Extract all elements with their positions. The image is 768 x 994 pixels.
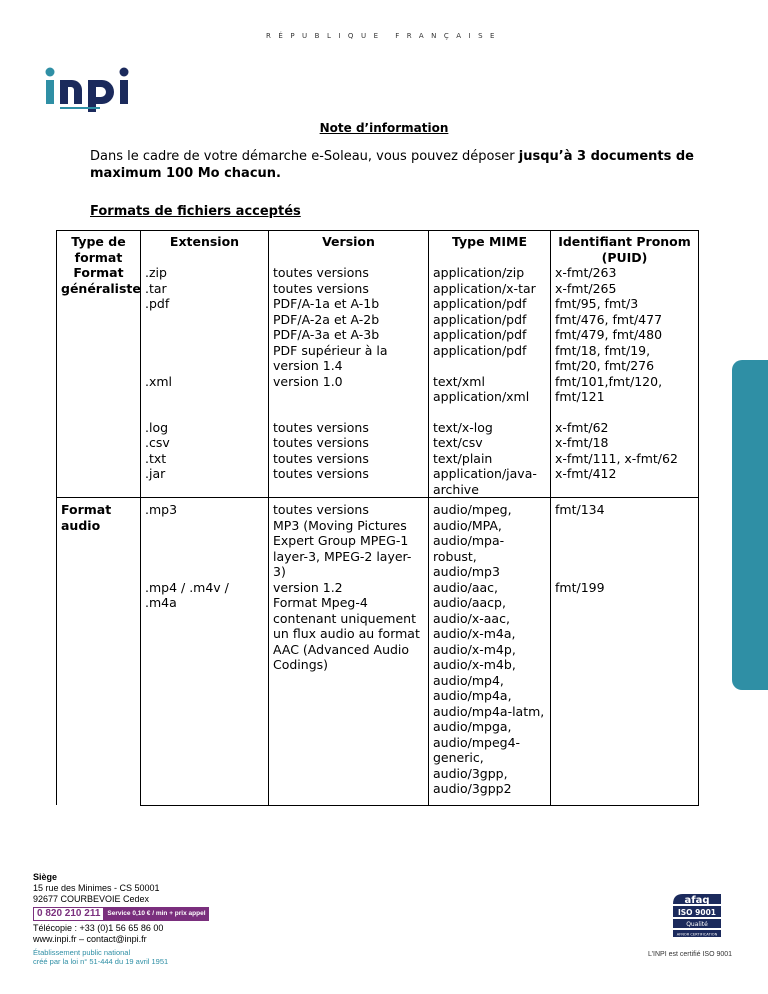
cell-puid: fmt/199 — [551, 580, 699, 806]
cell-mime: text/xml application/xml — [429, 374, 551, 405]
table-row — [57, 580, 699, 806]
table-row — [57, 265, 699, 374]
header-version: Version — [269, 231, 429, 266]
iso-certification-note: L’INPI est certifié ISO 9001 — [648, 951, 733, 958]
phone-number: 0 820 210 211 — [33, 907, 104, 921]
cell-extension: .mp4 / .m4v / .m4a — [141, 580, 269, 806]
cell-puid: x-fmt/263 x-fmt/265 fmt/95, fmt/3 fmt/476, fmt/477 fmt/479, fmt/480 fmt/18, fmt/19, fmt/20, fmt/276 — [551, 265, 699, 374]
cell-puid: fmt/101,fmt/120, fmt/121 — [551, 374, 699, 405]
section-title: Formats de fichiers acceptés — [90, 204, 301, 219]
cell-version: toutes versions toutes versions toutes versions toutes versions — [269, 405, 429, 498]
header-puid: Identifiant Pronom (PUID) — [551, 231, 699, 266]
legal-line-1: Établissement public national — [33, 948, 131, 957]
cell-version: toutes versions toutes versions PDF/A-1a et A-1b PDF/A-2a et A-2b PDF/A-3a et A-3b PDF supérieur à la version 1.4 — [269, 265, 429, 374]
header-mime: Type MIME — [429, 231, 551, 266]
cell-version: version 1.2 Format Mpeg-4 contenant uniquement un flux audio au format AAC (Advanced Audio Codings) — [269, 580, 429, 806]
cell-extension: .log .csv .txt .jar — [141, 405, 269, 498]
cell-puid: fmt/134 — [551, 498, 699, 580]
phone-badge — [33, 907, 209, 921]
cell-mime: audio/mpeg, audio/MPA, audio/mpa-robust, audio/mp3 — [429, 498, 551, 580]
web-contact: www.inpi.fr – contact@inpi.fr — [33, 934, 147, 944]
cell-puid: x-fmt/62 x-fmt/18 x-fmt/111, x-fmt/62 x-fmt/412 — [551, 405, 699, 498]
side-tab-decoration — [732, 360, 768, 690]
intro-text: Dans le cadre de votre démarche e-Soleau, vous pouvez déposer — [90, 149, 519, 164]
fax: Télécopie : +33 (0)1 56 65 86 00 — [33, 923, 164, 933]
address-line-1: 15 rue des Minimes - CS 50001 — [33, 883, 160, 893]
inpi-logo — [44, 66, 136, 112]
cell-mime: audio/aac, audio/aacp, audio/x-aac, audio/x-m4a, audio/x-m4p, audio/x-m4b, audio/mp4, audio/mp4a, audio/mp4a-latm, audio/mpga, audio/mpeg4-generic, audio/3gpp, audio/3gpp2 — [429, 580, 551, 806]
cell-extension: .mp3 — [141, 498, 269, 580]
footer-contact — [33, 872, 209, 966]
legal-line-2: créé par la loi n° 51-444 du 19 avril 1951 — [33, 957, 169, 966]
header-extension: Extension — [141, 231, 269, 266]
afaq-iso-logo — [667, 890, 725, 942]
cell-mime: application/zip application/x-tar application/pdf application/pdf application/pdf application/pdf — [429, 265, 551, 374]
svg-text:AFNOR CERTIFICATION: AFNOR CERTIFICATION — [676, 932, 718, 937]
formats-table — [56, 230, 699, 806]
svg-text:ISO 9001: ISO 9001 — [677, 908, 717, 917]
phone-service: Service 0,10 € / min + prix appel — [104, 907, 208, 921]
cell-version: version 1.0 — [269, 374, 429, 405]
cell-version: toutes versions MP3 (Moving Pictures Expert Group MPEG-1 layer-3, MPEG-2 layer-3) — [269, 498, 429, 580]
table-row — [57, 374, 699, 405]
siege-label: Siège — [33, 872, 58, 882]
intro-paragraph — [90, 148, 700, 182]
group-general: Format généraliste — [57, 265, 141, 498]
cell-extension: .zip .tar .pdf — [141, 265, 269, 374]
note-title: Note d’information — [319, 121, 449, 135]
table-row — [57, 405, 699, 498]
table-header-row — [57, 231, 699, 266]
table-row — [57, 498, 699, 580]
cell-extension: .xml — [141, 374, 269, 405]
intro-bold-text: jusqu’à 3 documents de maximum 100 Mo chacun. — [90, 149, 694, 181]
svg-text:afaq: afaq — [684, 895, 710, 906]
address-line-2: 92677 COURBEVOIE Cedex — [33, 894, 150, 904]
group-audio: Format audio — [57, 498, 141, 806]
svg-text:Qualité: Qualité — [686, 921, 708, 928]
cell-mime: text/x-log text/csv text/plain application/java-archive — [429, 405, 551, 498]
header-type-format: Type de format — [57, 231, 141, 266]
republique-francaise-header: RÉPUBLIQUE FRANÇAISE — [266, 32, 502, 40]
